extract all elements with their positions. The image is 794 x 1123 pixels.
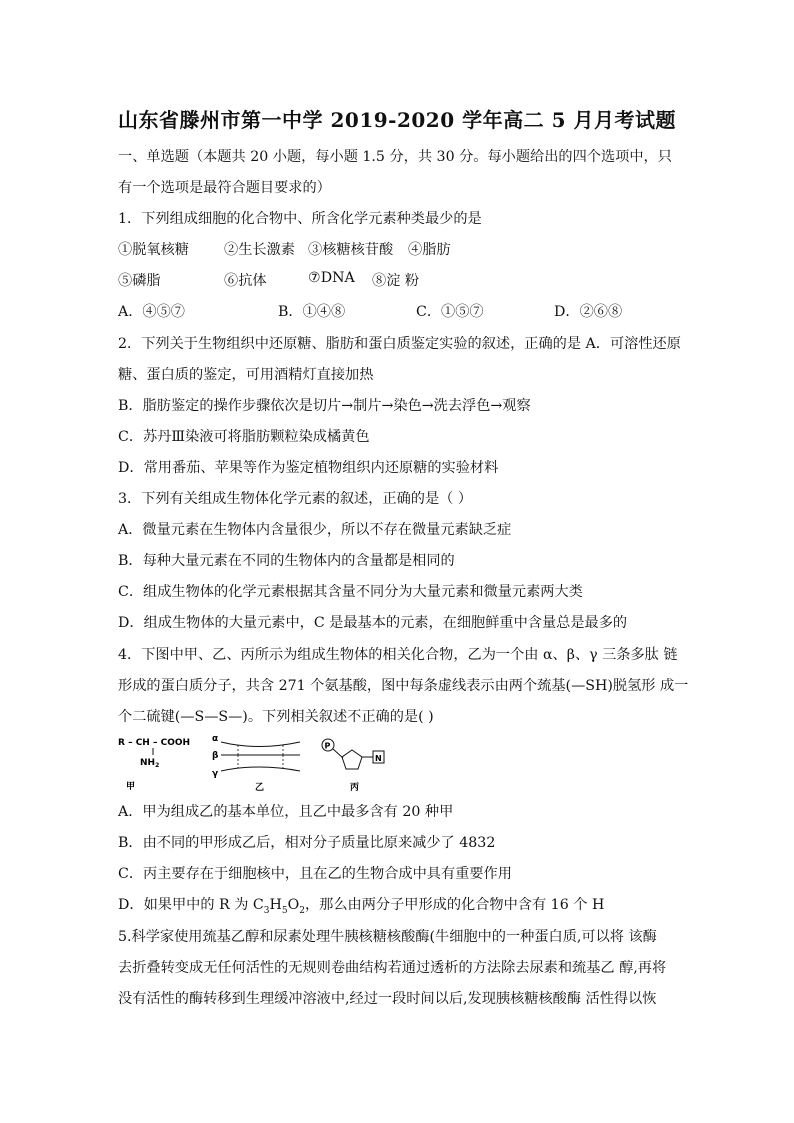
q1-item: ①脱氧核糖	[118, 242, 189, 258]
q1-option-b: B．①④⑧	[278, 304, 346, 320]
q5-stem-line1: 5.科学家使用巯基乙醇和尿素处理牛胰核糖核酸酶(牛细胞中的一种蛋白质,可以将 该酶	[118, 929, 657, 945]
alpha-chain	[221, 742, 300, 747]
q2-option-c: C．苏丹Ⅲ染液可将脂肪颗粒染成橘黄色	[118, 429, 370, 445]
section-instructions-line2: 有一个选项是最符合题目要求的）	[118, 180, 331, 196]
q3-option-c: C．组成生物体的化学元素根据其含量不同分为大量元素和微量元素两大类	[118, 584, 583, 600]
yi-label: 乙	[255, 783, 265, 793]
q2-stem-line1: 2．下列关于生物组织中还原糖、脂肪和蛋白质鉴定实验的叙述，正确的是 A．可溶性还原	[118, 336, 681, 352]
q1-option-a: A．④⑤⑦	[118, 304, 185, 320]
q4-option-b: B．由不同的甲形成乙后，相对分子质量比原来减少了 4832	[118, 835, 496, 851]
pentose-icon	[342, 750, 362, 769]
q3-option-b: B．每种大量元素在不同的生物体内的含量都是相同的	[118, 553, 455, 569]
q1-item: ⑥抗体	[224, 273, 267, 289]
section-instructions-line1: 一、单选题（本题共 20 小题，每小题 1.5 分，共 30 分。每小题给出的四个选项中，只	[118, 149, 672, 165]
q5-stem-line2: 去折叠转变成无任何活性的无规则卷曲结构若通过透析的方法除去尿素和巯基乙 醇,再将	[118, 960, 667, 976]
q4-stem-line1: 4．下图中甲、乙、丙所示为组成生物体的相关化合物，乙为一个由 α、β、γ 三条多肽 链	[118, 647, 678, 663]
base-label: N	[375, 754, 382, 763]
q4-option-d: D．如果甲中的 R 为 $C_3H_5O_2$，那么由两分子甲形成的化合物中含有 16 个 H	[118, 897, 605, 916]
jia-amino: $NH_2$	[140, 758, 160, 769]
phosphate-label: P	[324, 741, 331, 751]
q4-stem-line3: 个二硫键(—S—S—)。下列相关叙述不正确的是( )	[118, 709, 434, 725]
jia-label: 甲	[126, 782, 136, 792]
q1-option-c: C．①⑤⑦	[416, 304, 484, 320]
q1-stem: 1．下列组成细胞的化合物中、所含化学元素种类最少的是	[118, 211, 482, 227]
beta-label: β	[212, 751, 219, 761]
q4-option-c: C．丙主要存在于细胞核中，且在乙的生物合成中具有重要作用	[118, 866, 512, 882]
alpha-label: α	[212, 734, 219, 744]
q1-option-d: D．②⑥⑧	[554, 304, 623, 320]
q1-item: ③核糖核苷酸	[308, 242, 394, 258]
q4-option-a: A．甲为组成乙的基本单位，且乙中最多含有 20 种甲	[118, 804, 454, 820]
gamma-label: γ	[212, 769, 219, 779]
q4-stem-line2: 形成的蛋白质分子，共含 271 个氨基酸，图中每条虚线表示由两个巯基(—SH)脱氢形 成一	[118, 678, 689, 694]
q2-option-d: D．常用番茄、苹果等作为鉴定植物组织内还原糖的实验材料	[118, 460, 499, 476]
bing-label: 丙	[350, 783, 360, 793]
q3-option-d: D．组成生物体的大量元素中，C 是最基本的元素，在细胞鲜重中含量总是最多的	[118, 615, 628, 631]
q1-item: ⑤磷脂	[118, 273, 161, 289]
gamma-chain	[221, 767, 300, 771]
q2-option-b: B．脂肪鉴定的操作步骤依次是切片→制片→染色→洗去浮色→观察	[118, 398, 531, 414]
jia-formula: R – CH – COOH	[118, 738, 191, 748]
q4-figure	[118, 733, 408, 795]
q5-stem-line3: 没有活性的酶转移到生理缓冲溶液中,经过一段时间以后,发现胰核糖核酸酶 活性得以恢	[118, 991, 657, 1007]
q1-item: ⑦DNA	[308, 270, 355, 286]
q3-stem: 3．下列有关组成生物体化学元素的叙述，正确的是（ ）	[118, 491, 473, 507]
q1-item: ④脂肪	[408, 242, 451, 258]
phosphate-bond	[333, 749, 343, 758]
q1-item: ⑧淀 粉	[372, 273, 420, 289]
q1-item: ②生长激素	[224, 242, 295, 258]
q2-stem-line2: 糖、蛋白质的鉴定，可用酒精灯直接加热	[118, 367, 374, 383]
page-title: 山东省滕州市第一中学 2019-2020 学年高二 5 月月考试题	[118, 108, 676, 132]
q3-option-a: A．微量元素在生物体内含量很少，所以不存在微量元素缺乏症	[118, 522, 512, 538]
